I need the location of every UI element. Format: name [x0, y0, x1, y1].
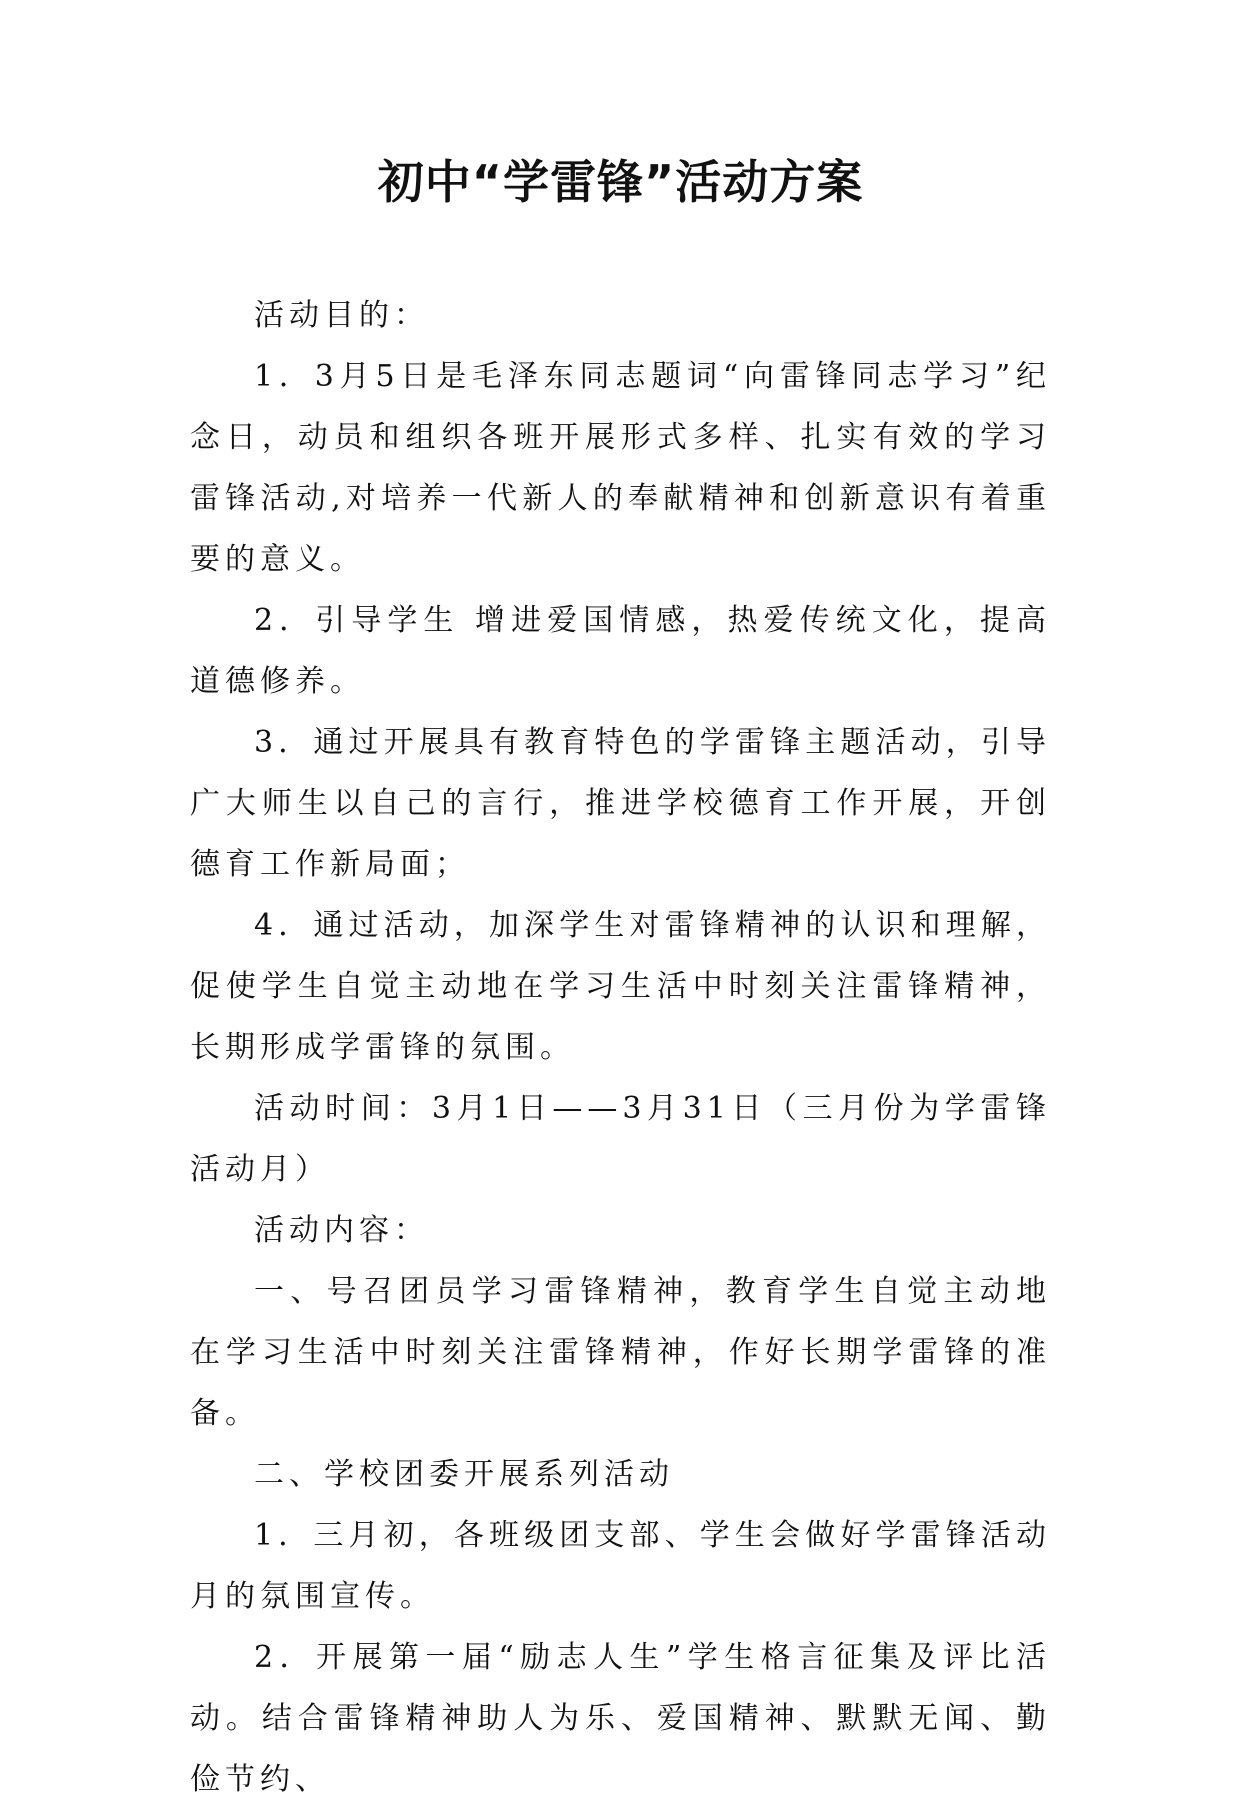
- document-title: 初中“学雷锋”活动方案: [377, 155, 864, 209]
- document-body: [190, 285, 1051, 1810]
- paragraph-activity-time: 活动时间：3月1日——3月31日（三月份为学雷锋活动月）: [190, 1091, 1051, 1187]
- paragraph-content-2: 二、学校团委开展系列活动: [254, 1457, 674, 1492]
- paragraph-content-2-1: 1．三月初，各班级团支部、学生会做好学雷锋活动月的氛围宣传。: [190, 1518, 1051, 1614]
- paragraph-purpose-2: 2．引导学生 增进爱国情感，热爱传统文化，提高道德修养。: [190, 603, 1051, 699]
- paragraph-purpose-1: 1．3月5日是毛泽东同志题词“向雷锋同志学习”纪念日，动员和组织各班开展形式多样、扎实有效的学习雷锋活动,对培养一代新人的奉献精神和创新意识有着重要的意义。: [190, 359, 1051, 577]
- paragraph-content-1: 一、号召团员学习雷锋精神，教育学生自觉主动地在学习生活中时刻关注雷锋精神，作好长期学雷锋的准备。: [190, 1274, 1051, 1431]
- paragraph-content-2-2: 2．开展第一届“励志人生”学生格言征集及评比活动。结合雷锋精神助人为乐、爱国精神、默默无闻、勤俭节约、: [190, 1640, 1051, 1797]
- paragraph-purpose-4: 4．通过活动，加深学生对雷锋精神的认识和理解，促使学生自觉主动地在学习生活中时刻关注雷锋精神，长期形成学雷锋的氛围。: [190, 908, 1051, 1065]
- paragraph-purpose-3: 3．通过开展具有教育特色的学雷锋主题活动，引导广大师生以自己的言行，推进学校德育工作开展，开创德育工作新局面；: [190, 725, 1051, 882]
- paragraph-content-heading: 活动内容：: [254, 1213, 429, 1248]
- paragraph-purpose-heading: 活动目的：: [254, 298, 429, 333]
